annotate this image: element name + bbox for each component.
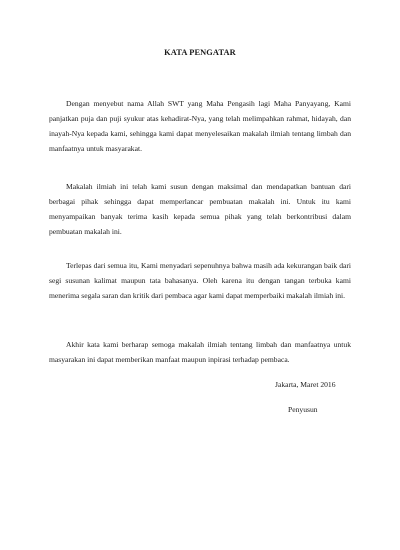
paragraph-opening: Dengan menyebut nama Allah SWT yang Maha Pengasih lagi Maha Panyayang, Kami panjatkan puja dan puji syukur atas kehadirat-Nya, yang telah melimpahkan rahmat, hidayah, dan inayah-Nya kepada kami, sehingga kami dapat menyelesaikan makalah ilmiah tentang limbah dan manfaatnya untuk masyarakat. — [49, 99, 351, 153]
page-title: KATA PENGATAR — [164, 48, 236, 57]
place-date: Jakarta, Maret 2016 — [275, 380, 336, 389]
paragraph-acknowledgement: Makalah ilmiah ini telah kami susun dengan maksimal dan mendapatkan bantuan dari berbagai pihak sehingga dapat memperlancar pembuatan makalah ini. Untuk itu kami menyampaikan banyak terima kasih kepada semua pihak yang telah berkontribusi dalam pembuatan makalah ini. — [49, 182, 351, 236]
paragraph-shortcomings: Terlepas dari semua itu, Kami menyadari sepenuhnya bahwa masih ada kekurangan baik dari segi susunan kalimat maupun tata bahasanya. Oleh karena itu dengan tangan terbuka kami menerima segala saran dan kritik dari pembaca agar kami dapat memperbaiki makalah ilmiah ini. — [49, 261, 351, 300]
author-signature: Penyusun — [288, 405, 318, 414]
paragraph-closing: Akhir kata kami berharap semoga makalah ilmiah tentang limbah dan manfaatnya untuk masyarakan ini dapat memberikan manfaat maupun inpirasi terhadap pembaca. — [49, 340, 351, 364]
